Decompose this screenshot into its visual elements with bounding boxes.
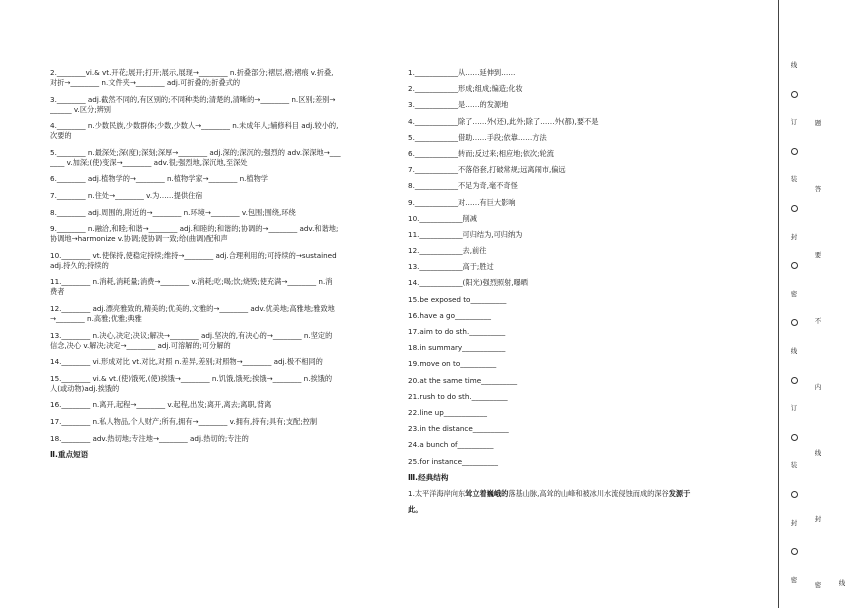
phrase-line: 16.have a go__________ (408, 310, 491, 320)
sentence-text: 1.太平洋海岸向东 (408, 488, 466, 498)
example-sentence-line-1 (408, 489, 766, 499)
binding-circle-icon (791, 434, 798, 441)
binding-mark: 答 (814, 185, 822, 193)
phrase-line: 8.____________不足为奇,毫不奇怪 (408, 181, 518, 191)
right-column (408, 64, 766, 515)
vocab-line: 8.________ adj.周围的,附近的→________ n.环境→________ v.包围;围绕,环绕 (50, 207, 296, 217)
vocab-line: 15.________ vi.& vt.(使)饿死,(使)挨饿→________ n.饥饿,饿死;挨饿→________ n.挨饿的 (50, 373, 333, 383)
phrase-line: 12.____________去,前往 (408, 246, 487, 256)
binding-mark: 订 (790, 118, 798, 127)
binding-circle-icon (791, 548, 798, 555)
vocab-line: ______ v.区分;辨别 (50, 104, 111, 114)
binding-circle-icon (791, 91, 798, 98)
vocab-line: 费者 (50, 287, 65, 297)
vocab-line: 18.________ adv.热切地;专注地→________ adj.热切的;专注的 (50, 433, 249, 443)
vocab-line: 14.________ vi.形成对比 vt.对比,对照 n.差异,差别;对照物→________ adj.极不相同的 (50, 357, 323, 367)
binding-circle-icon (791, 319, 798, 326)
binding-mark: 装 (790, 461, 798, 470)
vocab-line: 协调地→harmonize v.协调;使协调一致;给(曲调)配和声 (50, 234, 228, 244)
vocab-line: 人(或动物)adj.挨饿的 (50, 383, 120, 393)
phrase-line: 15.be exposed to__________ (408, 294, 507, 304)
binding-line (778, 0, 779, 608)
sentence-highlight: 耸立着巍峨的 (465, 488, 509, 498)
vocab-line: 信念,决心 v.解决;决定→________ adj.可溶解的;可分解的 (50, 340, 231, 350)
left-column (50, 64, 396, 460)
phrase-line: 20.at the same time__________ (408, 375, 518, 385)
phrase-line: 3.____________是……的发源地 (408, 100, 509, 110)
phrase-line: 7.____________不落俗套,打破常规;远离闹市,偏远 (408, 165, 566, 175)
binding-mark: 线 (790, 347, 798, 355)
example-sentence-line-2: 此。 (408, 504, 423, 514)
vocab-line: 9.________ n.融洽,和睦;和谐→________ adj.和睦的;和谐的;协调的→________ adv.和谐地; (50, 224, 339, 234)
phrase-line: 2.____________形成;组成;编造;化妆 (408, 84, 523, 94)
binding-mark: 题 (814, 119, 822, 127)
vocab-line: 3.________ adj.截然不同的,有区别的;不同种类的;清楚的,清晰的→________ n.区别;差别→ (50, 94, 336, 104)
binding-mark: 密 (790, 289, 798, 298)
phrase-line: 17.aim to do sth.__________ (408, 327, 506, 336)
phrase-line: 19.move on to__________ (408, 359, 497, 369)
binding-mark: 装 (790, 175, 798, 184)
binding-mark: 不 (814, 317, 822, 325)
phrase-line: 25.for instance__________ (408, 456, 498, 466)
binding-mark: 密 (790, 575, 798, 584)
vocab-line: 7.________ n.住处→________ v.为……提供住宿 (50, 190, 203, 200)
phrase-list (408, 68, 766, 467)
sentence-text: 落基山脉,高耸的山峰和被冰川水流侵蚀而成的深谷 (508, 488, 669, 498)
binding-circle-icon (791, 205, 798, 212)
binding-mark: 线 (790, 61, 798, 69)
phrase-line: 9.____________对……有巨大影响 (408, 197, 516, 207)
vocab-line: 12.________ adj.漂亮雅致的,精美的;优美的,文雅的→________ adv.优美地;高雅地;雅致地 (50, 303, 335, 313)
binding-mark: 封 (814, 515, 822, 523)
vocab-line: 2.________vi.& vt.开花;展开;打开;展示,展现→________ n.折叠部分;褶层,褶;褶痕 v.折叠, (50, 68, 334, 77)
phrase-line: 4.____________除了……外(还),此外;除了……外(都),要不是 (408, 116, 599, 126)
binding-mark: 封 (790, 518, 798, 527)
vocab-line: 17.________ n.私人物品,个人财产;所有,拥有→________ v.拥有,持有;具有;支配;控制 (50, 416, 318, 426)
binding-mark: 密 (814, 581, 822, 589)
vocab-line: 5.________ n.最深处;深(度);深刻;深厚→________ adj.深的;深沉的;强烈的 adv.深深地→___ (50, 147, 341, 157)
binding-circle-icon (791, 377, 798, 384)
vocab-line: 10.________ vt.使保持,使稳定持续;维持→________ adj.合理利用的;可持续的→sustained (50, 250, 337, 260)
phrase-line: 24.a bunch of__________ (408, 440, 494, 450)
phrase-line: 1.____________从……延伸到…… (408, 68, 516, 77)
binding-mark: 线 (814, 449, 822, 457)
phrase-line: 13.____________高于;胜过 (408, 262, 494, 272)
binding-mark: 线 (838, 579, 846, 587)
binding-circle-icon (791, 262, 798, 269)
binding-mark: 要 (814, 251, 822, 259)
binding-mark: 订 (790, 404, 798, 413)
binding-margin (782, 0, 860, 608)
vocab-line: 次要的 (50, 131, 72, 141)
vocab-line: 13.________ n.决心,决定;决议;解决→________ adj.坚决的,有决心的→________ n.坚定的 (50, 330, 333, 340)
section-heading-classic-structures: Ⅲ.经典结构 (408, 472, 449, 482)
section-heading-key-phrases: Ⅱ.重点短语 (50, 449, 89, 459)
phrase-line: 18.in summary____________ (408, 343, 506, 353)
vocab-line: 16.________ n.离开,起程→________ v.起程,出发;离开,离去;离职,背离 (50, 400, 272, 410)
phrase-line: 22.line up____________ (408, 407, 487, 417)
vocab-line: 6.________ adj.植物学的→________ n.植物学家→________ n.植物学 (50, 174, 268, 184)
phrase-line: 10.____________削减 (408, 213, 477, 223)
phrase-line: 14.____________(阳光)强烈照射,曝晒 (408, 278, 528, 288)
vocab-line: ____ v.加深;(使)变深→________ adv.很;强烈地,深沉地,至深处 (50, 157, 248, 167)
binding-mark: 内 (814, 383, 822, 391)
phrase-line: 11.____________可归结为,可归纳为 (408, 229, 523, 239)
vocab-line: 对折→________ n.文件夹→________ adj.可折叠的;折叠式的 (50, 78, 241, 87)
binding-mark: 封 (790, 232, 798, 241)
sentence-highlight: 发源于 (668, 488, 691, 498)
phrase-line: 21.rush to do sth.__________ (408, 391, 508, 401)
vocab-line: 4.________ n.少数民族,少数群体;少数,少数人→________ n.未成年人;辅修科目 adj.较小的, (50, 121, 339, 131)
vocab-line: adj.持久的;持续的 (50, 260, 109, 270)
binding-circle-icon (791, 491, 798, 498)
phrase-line: 5.____________借助……手段;依靠……方法 (408, 132, 547, 142)
phrase-line: 6.____________转而;反过来;相应地;依次;轮流 (408, 148, 554, 158)
vocab-line: →________ n.高雅;优雅;典雅 (50, 313, 142, 323)
binding-circle-icon (791, 148, 798, 155)
vocab-line: 11.________ n.消耗,消耗量;消费→________ v.消耗;吃;喝;饮;烧毁;使充满→________ n.消 (50, 277, 333, 287)
phrase-line: 23.in the distance__________ (408, 424, 509, 434)
